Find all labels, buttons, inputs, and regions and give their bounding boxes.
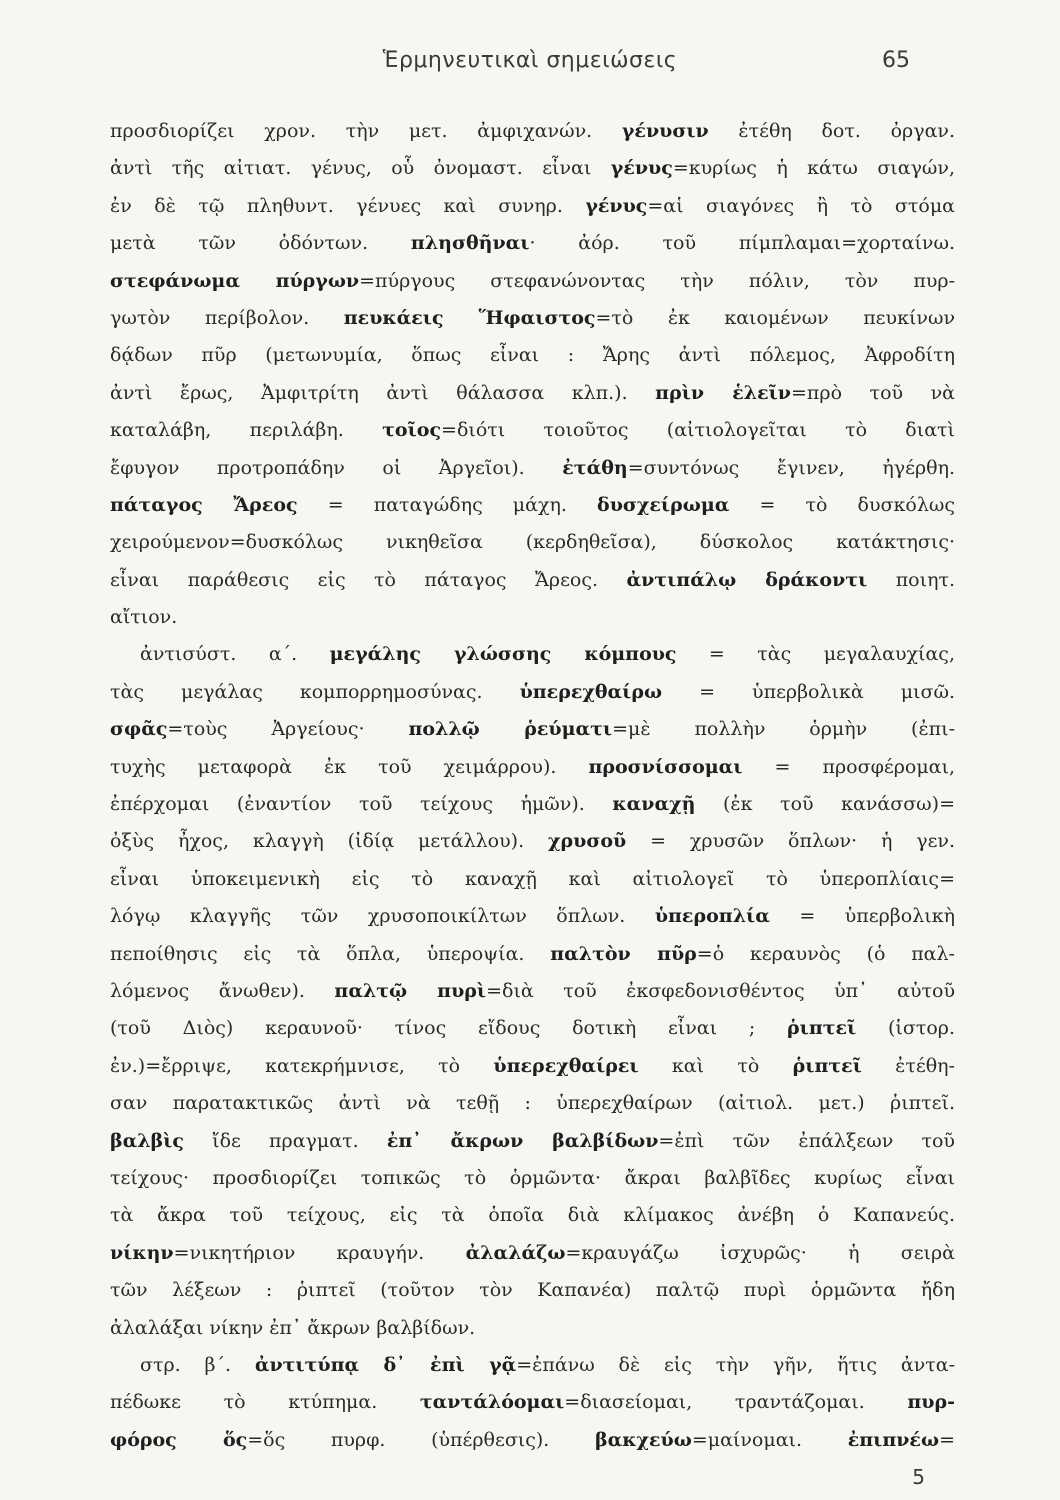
text-line [110,524,955,561]
lemma-term: ὑπεροπλία [654,905,770,928]
gloss-text: τῶν λέξεων : ῥιπτεῖ (τοῦτον τὸν Καπανέα) παλτῷ πυρὶ ὁρμῶντα ἤδη [110,1279,955,1302]
lemma-term: ὑπερεχθαίρω [519,680,663,703]
gloss-text: χειρούμενον=δυσκόλως νικηθεῖσα (κερδηθεῖσα), δύσκολος κατάκτησις· [110,531,955,554]
text-line [110,1197,955,1234]
text-line [110,599,955,636]
commentary-text [110,113,955,1459]
gloss-text: =ὅς πυρφ. (ὑπέρθεσις). [247,1428,595,1451]
running-title: Ἑρμηνευτικαὶ σημειώσεις [382,48,678,73]
lemma-term: παλτὸν πῦρ [550,942,697,965]
lemma-term: ἐπιπνέω [847,1428,940,1451]
gloss-text: ἔφυγον προτροπάδην οἱ Ἀργεῖοι). [110,456,563,479]
gloss-text: (ἐκ τοῦ κανάσσω)= [695,793,955,816]
text-line [110,263,955,300]
lemma-term: ταντάλόομαι [419,1391,565,1414]
gloss-text: =αἱ σιαγόνες ἢ τὸ στόμα [647,194,955,217]
text-line [110,1310,955,1347]
gloss-text: =κυρίως ἡ κάτω σιαγών, [672,157,955,180]
lemma-term: τοῖος [382,419,442,442]
gloss-text: σαν παρατακτικῶς ἀντὶ νὰ τεθῇ : ὑπερεχθαίρων (αἰτιολ. μετ.) ῥιπτεῖ. [110,1092,955,1115]
lemma-term: γένυς [610,157,673,180]
lemma-term: πλησθῆναι [410,232,530,255]
signature-mark: 5 [912,1465,925,1489]
lemma-term: ἀντιπάλῳ δράκοντι [626,568,868,591]
text-line [110,823,955,860]
gloss-text: εἶναι ὑποκειμενικὴ εἰς τὸ καναχῇ καὶ αἰτιολογεῖ τὸ ὑπεροπλίαις= [110,867,955,890]
text-line [110,1010,955,1047]
lemma-term: παλτῷ πυρὶ [334,979,487,1002]
page-number: 65 [882,48,910,73]
gloss-text: =διασείομαι, τραντάζομαι. [564,1391,908,1414]
text-line [110,636,955,673]
lemma-term: πευκάεις Ἥφαιστος [343,306,596,329]
gloss-text: =τοὺς Ἀργείους· [167,718,409,741]
gloss-text: = προσφέρομαι, [742,755,955,778]
text-line [110,898,955,935]
gloss-text: =ὁ κεραυνὸς (ὁ παλ- [696,942,955,965]
text-line [110,487,955,524]
text-line [110,749,955,786]
gloss-text: καταλάβη, περιλάβη. [110,419,383,442]
text-line [110,861,955,898]
gloss-text: =ἐπάνω δὲ εἰς τὴν γῆν, ἥτις ἀντα- [516,1353,955,1376]
lemma-term: ῥιπτεῖ [786,1017,857,1040]
gloss-text: =ἐπὶ τῶν ἐπάλξεων τοῦ [658,1129,955,1152]
gloss-text: στρ. β΄. [140,1353,255,1376]
lemma-term: πρὶν ἑλεῖν [655,381,791,404]
gloss-text: = τὸ δυσκόλως [729,493,955,516]
gloss-text: = τὰς μεγαλαυχίας, [676,643,955,666]
gloss-text: λόμενος ἄνωθεν). [110,979,335,1002]
text-line [110,1048,955,1085]
gloss-text: ἀλαλάξαι νίκην ἐπ᾽ ἄκρων βαλβίδων. [110,1316,476,1339]
gloss-text: ὀξὺς ἦχος, κλαγγὴ (ἰδίᾳ μετάλλου). [110,830,549,853]
gloss-text: =νικητήριον κραυγήν. [173,1241,466,1264]
lemma-term: μεγάλης γλώσσης κόμπους [329,643,677,666]
lemma-term: γένυσιν [621,120,709,142]
gloss-text: =μὲ πολλὴν ὁρμὴν (ἐπι- [612,718,955,741]
text-line [110,1347,955,1384]
text-line [110,300,955,337]
gloss-text: λόγῳ κλαγγῆς τῶν χρυσοποικίλτων ὅπλων. [110,905,655,928]
gloss-text: τὰ ἄκρα τοῦ τείχους, εἰς τὰ ὁποῖα διὰ κλίμακος ἀνέβη ὁ Καπανεύς. [110,1204,955,1227]
gloss-text: προσδιορίζει χρον. τὴν μετ. ἀμφιχανών. [110,120,622,142]
lemma-term: στεφάνωμα πύργων [110,269,360,292]
gloss-text: τείχους· προσδιορίζει τοπικῶς τὸ ὁρμῶντα· ἄκραι βαλβῖδες κυρίως εἶναι [110,1166,955,1189]
text-line [110,1123,955,1160]
gloss-text: =μαίνομαι. [691,1428,848,1451]
gloss-text: πέδωκε τὸ κτύπημα. [110,1391,420,1414]
text-line [110,188,955,225]
text-line [110,711,955,748]
page-header [0,48,1060,88]
lemma-term: ἀντιτύπᾳ δ᾽ ἐπὶ γᾷ [254,1353,517,1376]
gloss-text: = ὑπερβολικὰ μισῶ. [662,680,955,703]
lemma-term: ῥιπτεῖ [792,1054,862,1077]
gloss-text: =κραυγάζω ἰσχυρῶς· ἡ σειρὰ [565,1241,955,1264]
gloss-text: δᾴδων πῦρ (μετωνυμία, ὅπως εἶναι : Ἄρης ἀντὶ πόλεμος, Ἀφροδίτη [110,344,955,367]
text-line [110,1384,955,1421]
gloss-text: ποιητ. [867,568,955,591]
text-line [110,150,955,187]
lemma-term: βακχεύω [595,1428,692,1451]
lemma-term: ὑπερεχθαίρει [493,1054,639,1077]
gloss-text: =τὸ ἐκ καιομένων πευκίνων [595,306,955,329]
gloss-text: = παταγώδης μάχη. [297,493,598,516]
gloss-text: πεποίθησις εἰς τὰ ὅπλα, ὑπεροψία. [110,942,551,965]
gloss-text: ἐπέρχομαι (ἐναντίον τοῦ τείχους ἡμῶν). [110,793,613,816]
text-line [110,1235,955,1272]
lemma-term: βαλβὶς [110,1129,184,1152]
lemma-term: χρυσοῦ [548,830,627,853]
lemma-term: γένυς [585,194,648,217]
text-line [110,412,955,449]
text-line [110,786,955,823]
lemma-term: πάταγος Ἄρεος [110,493,298,516]
lemma-term: ἐπ᾽ ἄκρων βαλβίδων [386,1129,659,1152]
text-line [110,225,955,262]
lemma-term: προσνίσσομαι [588,755,743,778]
lemma-term: καναχῇ [612,793,696,816]
lemma-term: σφᾶς [110,718,168,741]
text-line [110,375,955,412]
gloss-text: (τοῦ Διὸς) κεραυνοῦ· τίνος εἴδους δοτικὴ εἶναι ; [110,1017,787,1040]
gloss-text: ἐν δὲ τῷ πληθυντ. γένυες καὶ συνηρ. [110,194,586,217]
text-line [110,1160,955,1197]
lemma-term: πυρ- [907,1391,955,1414]
text-line [110,1422,955,1459]
gloss-text: =συντόνως ἔγινεν, ἠγέρθη. [627,456,955,479]
text-line [110,113,955,150]
text-line [110,562,955,599]
gloss-text: = [939,1428,955,1451]
gloss-text: αἴτιον. [110,606,178,629]
lemma-term: ἐτάθη [562,456,628,479]
text-line [110,450,955,487]
gloss-text: μετὰ τῶν ὀδόντων. [110,232,411,255]
gloss-text: =πύργους στεφανώνοντας τὴν πόλιν, τὸν πυρ- [359,269,955,292]
gloss-text: ἐν.)=ἔρριψε, κατεκρήμνισε, τὸ [110,1054,494,1077]
lemma-term: δυσχείρωμα [597,493,730,516]
gloss-text: ἐτέθη δοτ. ὀργαν. [708,120,955,142]
lemma-term: ἀλαλάζω [465,1241,566,1264]
gloss-text: =διότι τοιοῦτος (αἰτιολογεῖται τὸ διατὶ [441,419,955,442]
gloss-text: τὰς μεγάλας κομπορρημοσύνας. [110,680,520,703]
gloss-text: (ἱστορ. [856,1017,955,1040]
gloss-text: γωτὸν περίβολον. [110,306,344,329]
gloss-text: τυχὴς μεταφορὰ ἐκ τοῦ χειμάρρου). [110,755,589,778]
gloss-text: ἀντισύστ. α΄. [140,643,330,666]
text-line [110,337,955,374]
gloss-text: ἐτέθη- [861,1054,955,1077]
gloss-text: ἀντὶ ἔρως, Ἀμφιτρίτη ἀντὶ θάλασσα κλπ.). [110,381,656,404]
lemma-term: νίκην [110,1241,174,1264]
gloss-text: εἶναι παράθεσις εἰς τὸ πάταγος Ἄρεος. [110,568,627,591]
gloss-text: = ὑπερβολικὴ [769,905,955,928]
gloss-text: =διὰ τοῦ ἐκσφεδονισθέντος ὑπ᾽ αὐτοῦ [486,979,955,1002]
gloss-text: = χρυσῶν ὅπλων· ἡ γεν. [626,830,955,853]
gloss-text: =πρὸ τοῦ νὰ [791,381,955,404]
gloss-text: καὶ τὸ [638,1054,793,1077]
text-line [110,1272,955,1309]
text-line [110,1085,955,1122]
gloss-text: · ἀόρ. τοῦ πίμπλαμαι=χορταίνω. [529,232,955,255]
lemma-term: πολλῷ ῥεύματι [408,718,613,741]
lemma-term: φόρος ὅς [110,1428,248,1451]
text-line [110,973,955,1010]
text-line [110,674,955,711]
text-line [110,936,955,973]
gloss-text: ἀντὶ τῆς αἰτιατ. γένυς, οὗ ὀνομαστ. εἶναι [110,157,611,180]
gloss-text: ἴδε πραγματ. [183,1129,387,1152]
